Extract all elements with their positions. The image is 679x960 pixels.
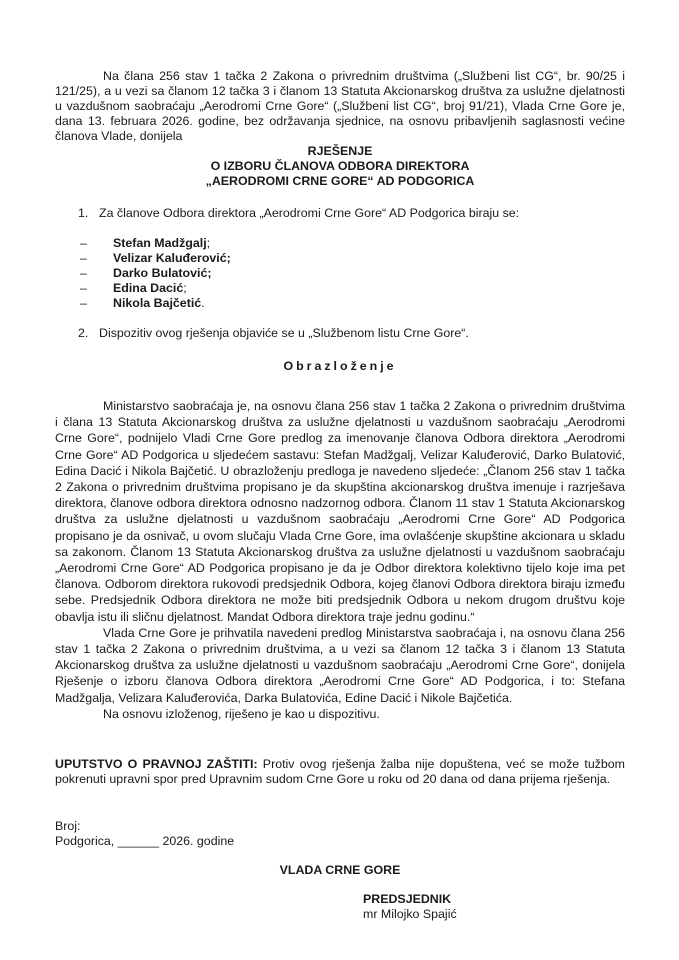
dash: – (80, 296, 87, 310)
member-name: Velizar Kaluđerović; (113, 251, 231, 265)
dash: – (80, 266, 87, 280)
item-text: Za članove Odbora direktora „Aerodromi Crne Gore“ AD Podgorica biraju se: (99, 206, 520, 220)
title-line-1: RJEŠENJE (307, 144, 373, 158)
reasoning-paragraph: Ministarstvo saobraćaja je, na osnovu člana 256 stav 1 tačka 2 Zakona o privrednim društvima i člana 13 Statuta Akcionarskog društva za uslužne djelatnosti u vazdušnom saobraćaju „Aerodromi Crne Gore“, podnijelo Vladi Crne Gore predlog za imenovanje članova Odbora direktora „Aerodromi Crne Gore“ AD Podgorica u sljedećem sastavu: Stefan Madžgalj, Velizar Kaluđerović, Darko Bulatović, Edina Dacić i Nikola Bajčetić. U obrazloženju predloga je navedeno sljedeće: „Članom 256 stav 1 tačka 2 Zakona o privrednim društvima propisano je da skupština akcionarskog društva imenuje i razrješava direktora, članove odbora direktora odnosno nadzornog odbora. Članom 11 stav 1 Statuta Akcionarskog društva za uslužne djelatnosti u vazdušnom saobraćaju „Aerodromi Crne Gore“ AD Podgorica propisano je da osnivač, u ovom slučaju Vlada Crne Gore, ima ovlašćenje skupštine akcionara u skladu sa zakonom. Članom 13 Statuta Akcionarskog društva za uslužne djelatnosti u vazdušnom saobraćaju „Aerodromi Crne Gore“ AD Podgorica propisano je da je Odbor direktora kolektivno tijelo koje ima pet članova. Odborom direktora rukovodi predsjednik Odbora, kojeg članovi Odbora direktora biraju između sebe. Predsjednik Odbora direktora ne može biti predsjednik Odbora u nekom drugom društvu koje obavlja istu ili sličnu djelatnost. Mandat Odbora direktora traje jednu godinu.“ (55, 399, 625, 624)
member-list-item (80, 281, 187, 296)
reasoning-body (55, 398, 625, 722)
place-date: Podgorica, ______ 2026. godine (55, 834, 235, 848)
member-list-item (80, 236, 210, 251)
member-list-item (80, 266, 211, 281)
title-line-2: O IZBORU ČLANOVA ODBORA DIREKTORA (210, 159, 470, 173)
government-name: VLADA CRNE GORE (279, 863, 401, 877)
preamble: Na člana 256 stav 1 tačka 2 Zakona o privrednim društvima („Službeni list CG“, br. 90/25 i 121/25), a u vezi sa članom 12 tačka 3 i članom 13 Statuta Akcionarskog društva za uslužne djelatnosti u vazdušnom saobraćaju „Aerodromi Crne Gore“ („Službeni list CG“, broj 91/21), Vlada Crne Gore je, dana 13. februara 2026. godine, bez održavanja sjednice, na osnovu pribavljenih saglasnosti većine članova Vlade, donijela (55, 69, 625, 143)
legal-remedy-label: UPUTSTVO O PRAVNOJ ZAŠTITI: (55, 757, 258, 771)
item-number: 2. (78, 326, 89, 340)
reasoning-paragraph: Na osnovu izloženog, riješeno je kao u dispozitivu. (103, 706, 380, 721)
reasoning-paragraph: Vlada Crne Gore je prihvatila navedeni predlog Ministarstva saobraćaja i, na osnovu člana 256 stav 1 tačka 2 Zakona o privrednim društvima, a u vezi sa članom 12 tačka 3 i članom 13 Statuta Akcionarskog društva za uslužne djelatnosti u vazdušnom saobraćaju „Aerodromi Crne Gore“, donijela Rješenje o izboru članova Odbora direktora „Aerodromi Crne Gore“ AD Podgorica, i to: Stefana Madžgalja, Velizara Kaluđerovića, Darka Bulatovića, Edine Dacić i Nikole Bajčetića. (55, 625, 625, 705)
legal-remedy (55, 757, 625, 787)
punct: ; (206, 236, 211, 250)
member-name: Stefan Madžgalj (113, 236, 207, 250)
member-list-item (80, 296, 205, 311)
dispositive-item-1 (78, 206, 519, 221)
dispositive-item-2 (78, 326, 469, 341)
title-line-3: „AERODROMI CRNE GORE“ AD PODGORICA (205, 174, 475, 188)
punct: . (201, 296, 205, 310)
signature-block (363, 892, 457, 922)
item-text: Dispozitiv ovog rješenja objaviće se u „Službenom listu Crne Gore“. (99, 326, 469, 340)
member-name: Darko Bulatović; (113, 266, 212, 280)
signatory-title: PREDSJEDNIK (363, 892, 452, 906)
dash: – (80, 236, 87, 250)
item-number: 1. (78, 206, 89, 220)
legal-remedy-text: Protiv ovog rješenja žalba nije dopuštena, već se može tužbom pokrenuti upravni spor pred Upravnim sudom Crne Gore u roku od 20 dana od dana prijema rješenja. (55, 757, 626, 786)
member-name: Edina Dacić (113, 281, 184, 295)
number-label: Broj: (55, 819, 81, 833)
member-list-item (80, 251, 231, 266)
number-date-block (55, 819, 625, 849)
dash: – (80, 251, 87, 265)
member-name: Nikola Bajčetić (113, 296, 202, 310)
signatory-name: mr Milojko Spajić (363, 907, 457, 921)
document-title (55, 144, 625, 189)
dash: – (80, 281, 87, 295)
punct: ; (183, 281, 187, 295)
reasoning-heading: Obrazloženje (283, 359, 397, 373)
